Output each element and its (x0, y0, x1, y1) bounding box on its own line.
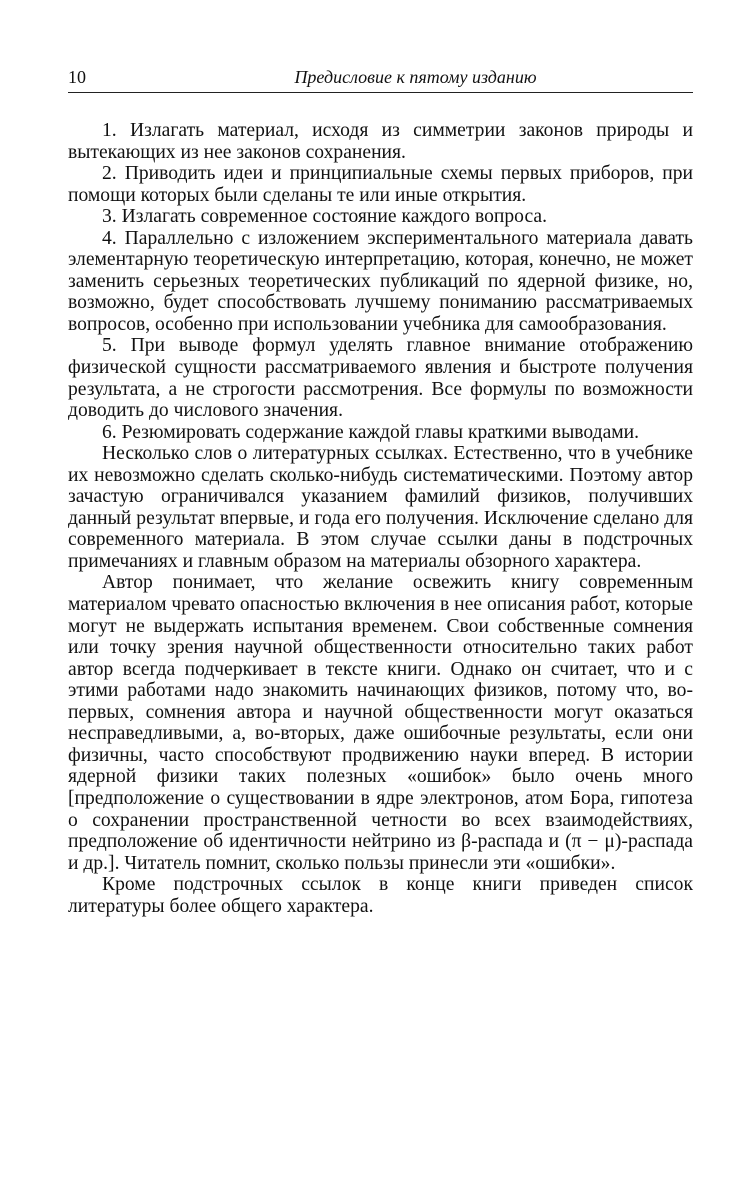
page-header (68, 66, 693, 93)
paragraph-author-note: Автор понимает, что желание освежить книгу современным материалом чревато опасностью включения в нее описания работ, которые могут не выдержать испытания временем. Свои собственные сомнения или точку зрения научной общественности относительно таких работ автор всегда подчеркивает в тексте книги. Однако он считает, что и с этими работами надо знакомить начинающих физиков, потому что, во-первых, сомнения автора и научной общественности могут оказаться несправедливыми, а, во-вторых, даже ошибочные результаты, если они физичны, часто способствуют продвижению науки вперед. В истории ядерной физики таких полезных «ошибок» было очень много [предположение о существовании в ядре электронов, атом Бора, гипотеза о сохранении пространственной четности во всех взаимодействиях, предположение об идентичности нейтрино из β-распада и (π − μ)-распада и др.]. Читатель помнит, сколько пользы принесли эти «ошибки». (68, 572, 693, 874)
paragraph-principle-5: 5. При выводе формул уделять главное внимание отображению физической сущности рассматриваемого явления и быстроте получения результата, а не строгости рассмотрения. Все формулы по возможности доводить до числового значения. (68, 335, 693, 422)
paragraph-principle-2: 2. Приводить идеи и принципиальные схемы первых приборов, при помощи которых были сделаны те или иные открытия. (68, 163, 693, 206)
paragraph-principle-3: 3. Излагать современное состояние каждого вопроса. (102, 206, 547, 228)
paragraph-principle-1: 1. Излагать материал, исходя из симметрии законов природы и вытекающих из нее законов сохранения. (68, 120, 693, 163)
paragraph-principle-4: 4. Параллельно с изложением экспериментального материала давать элементарную теоретическую интерпретацию, которая, конечно, не может заменить серьезных теоретических публикаций по ядерной физике, но, возможно, будет способствовать лучшему пониманию рассматриваемых вопросов, особенно при использовании учебника для самообразования. (68, 227, 693, 335)
paragraph-references: Несколько слов о литературных ссылках. Естественно, что в учебнике их невозможно сделать сколько-нибудь систематическими. Поэтому автор зачастую ограничивался указанием фамилий физиков, получивших данный результат впервые, и года его получения. Исключение сделано для современного материала. В этом случае ссылки даны в подстрочных примечаниях и главным образом на материалы обзорного характера. (68, 443, 693, 572)
page-number: 10 (68, 67, 86, 87)
running-title: Предисловие к пятому изданию (294, 67, 537, 87)
paragraph-bibliography: Кроме подстрочных ссылок в конце книги приведен список литературы более общего характера. (68, 874, 693, 917)
body-text (68, 120, 693, 917)
paragraph-principle-6: 6. Резюмировать содержание каждой главы краткими выводами. (102, 421, 640, 443)
